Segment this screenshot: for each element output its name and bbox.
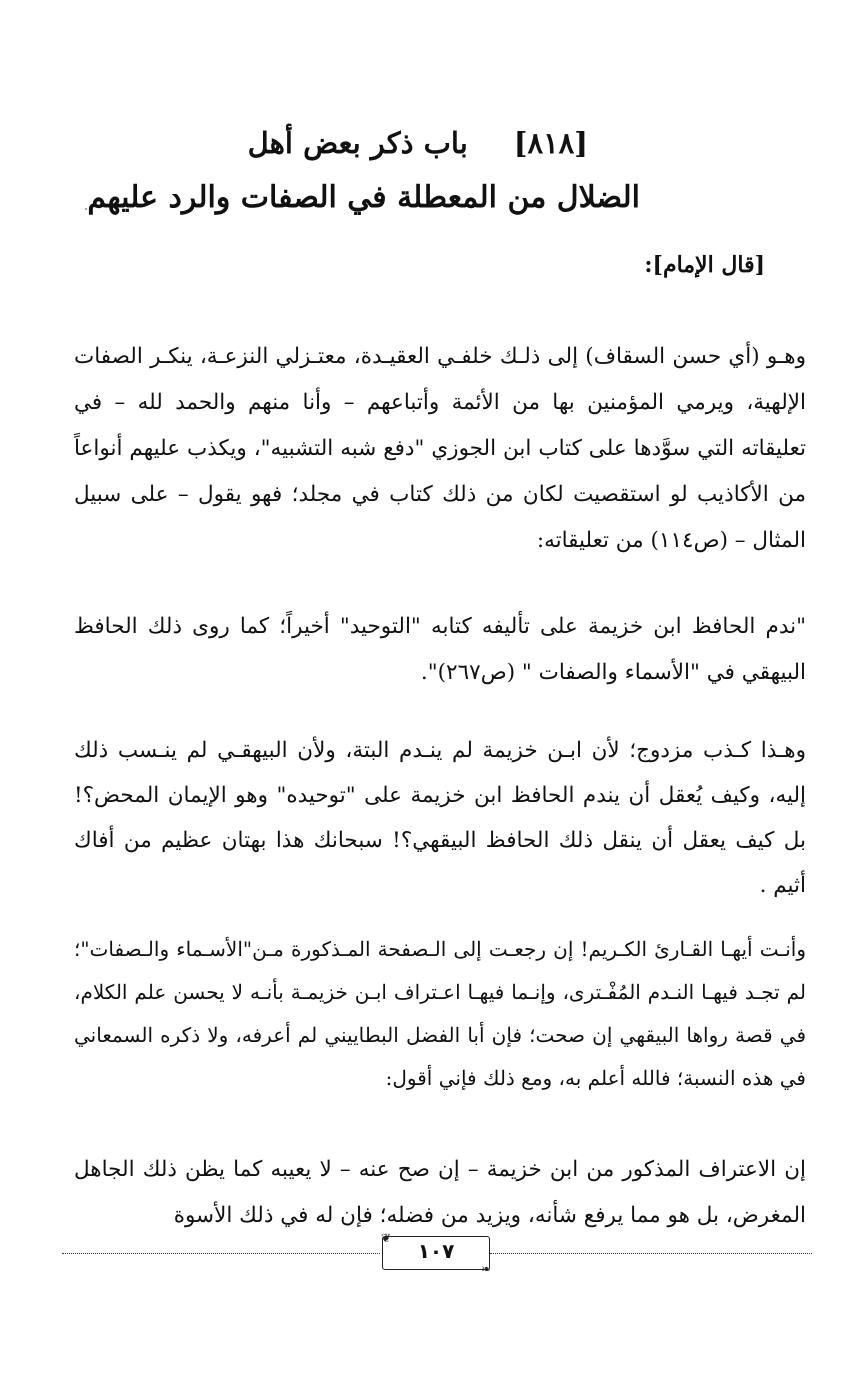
page-number: ١٠٧ [417, 1239, 455, 1263]
paragraph-4: وأنـت أيهـا القـارئ الكـريم! إن رجعـت إلى الـصفحة المـذكورة مـن"الأسـماء والـصفات"؛ لم تجـد فيهـا النـدم المُفْـترى، وإنـما فيهـا اعـتراف ابـن خزيمـة بأنـه لا يحسن علم الكلام، في قصة رواها البيقهي إن صحت؛ فإن أبا الفضل البطاييني لم أعرفه، ولا ذكره السمعاني في هذه النسبة؛ فالله أعلم به، ومع ذلك فإني أقول: [74, 937, 806, 1090]
ornament-icon: ❦ [381, 1231, 392, 1245]
paragraph-1: وهـو (أي حسن السقاف) إلى ذلـك خلفـي العقيـدة، معتـزلي النزعـة، ينكـر الصفات الإلهية، ويرمي المؤمنين بها من الأئمة وأتباعهم – وأنا منهم والحمد لله – في تعليقاته التي سوَّدها على كتاب ابن الجوزي "دفع شبه التشبيه"، ويكذب عليهم أنواعاً من الأكاذيب لو استقصيت لكان من ذلك كتاب في مجلد؛ فهو يقول – على سبيل المثال – (ص١١٤) من تعليقاته: [74, 343, 806, 553]
ornament-icon: ❧ [480, 1262, 491, 1276]
footer-dotted-rule-left [62, 1253, 380, 1254]
chapter-number: [٨١٨] [513, 126, 588, 160]
chapter-title-part1: باب ذكر بعض أهل [247, 126, 468, 160]
paragraph-5: إن الاعتراف المذكور من ابن خزيمة – إن صح عنه – لا يعيبه كما يظن ذلك الجاهل المغرض، بل هو مما يرفع شأنه، ويزيد من فضله؛ فإن له في ذلك الأسوة [74, 1156, 806, 1228]
section-subheading: [قال الإمام]: [644, 252, 765, 278]
footer-dotted-rule-right [490, 1253, 812, 1254]
paragraph-2-quote: "ندم الحافظ ابن خزيمة على تأليفه كتابه "التوحيد" أخيراً؛ كما روى ذلك الحافظ البيهقي في "الأسماء والصفات " (ص٢٦٧)". [74, 613, 806, 685]
chapter-heading-line1 [60, 126, 588, 160]
chapter-heading-line2: الضلال من المعطلة في الصفات والرد عليهم [87, 180, 640, 215]
paragraph-3: وهـذا كـذب مزدوج؛ لأن ابـن خزيمة لم ينـدم البتة، ولأن البيهقـي لم ينـسب ذلك إليه، وكيف يُعقل أن يندم الحافظ ابن خزيمة على "توحيده" وهو الإيمان المحض؟! بل كيف يعقل أن ينقل ذلك الحافظ البيقهي؟! سبحانك هذا بهتان عظيم من أفاك أثيم . [74, 737, 806, 898]
page-number-frame [381, 1231, 491, 1276]
